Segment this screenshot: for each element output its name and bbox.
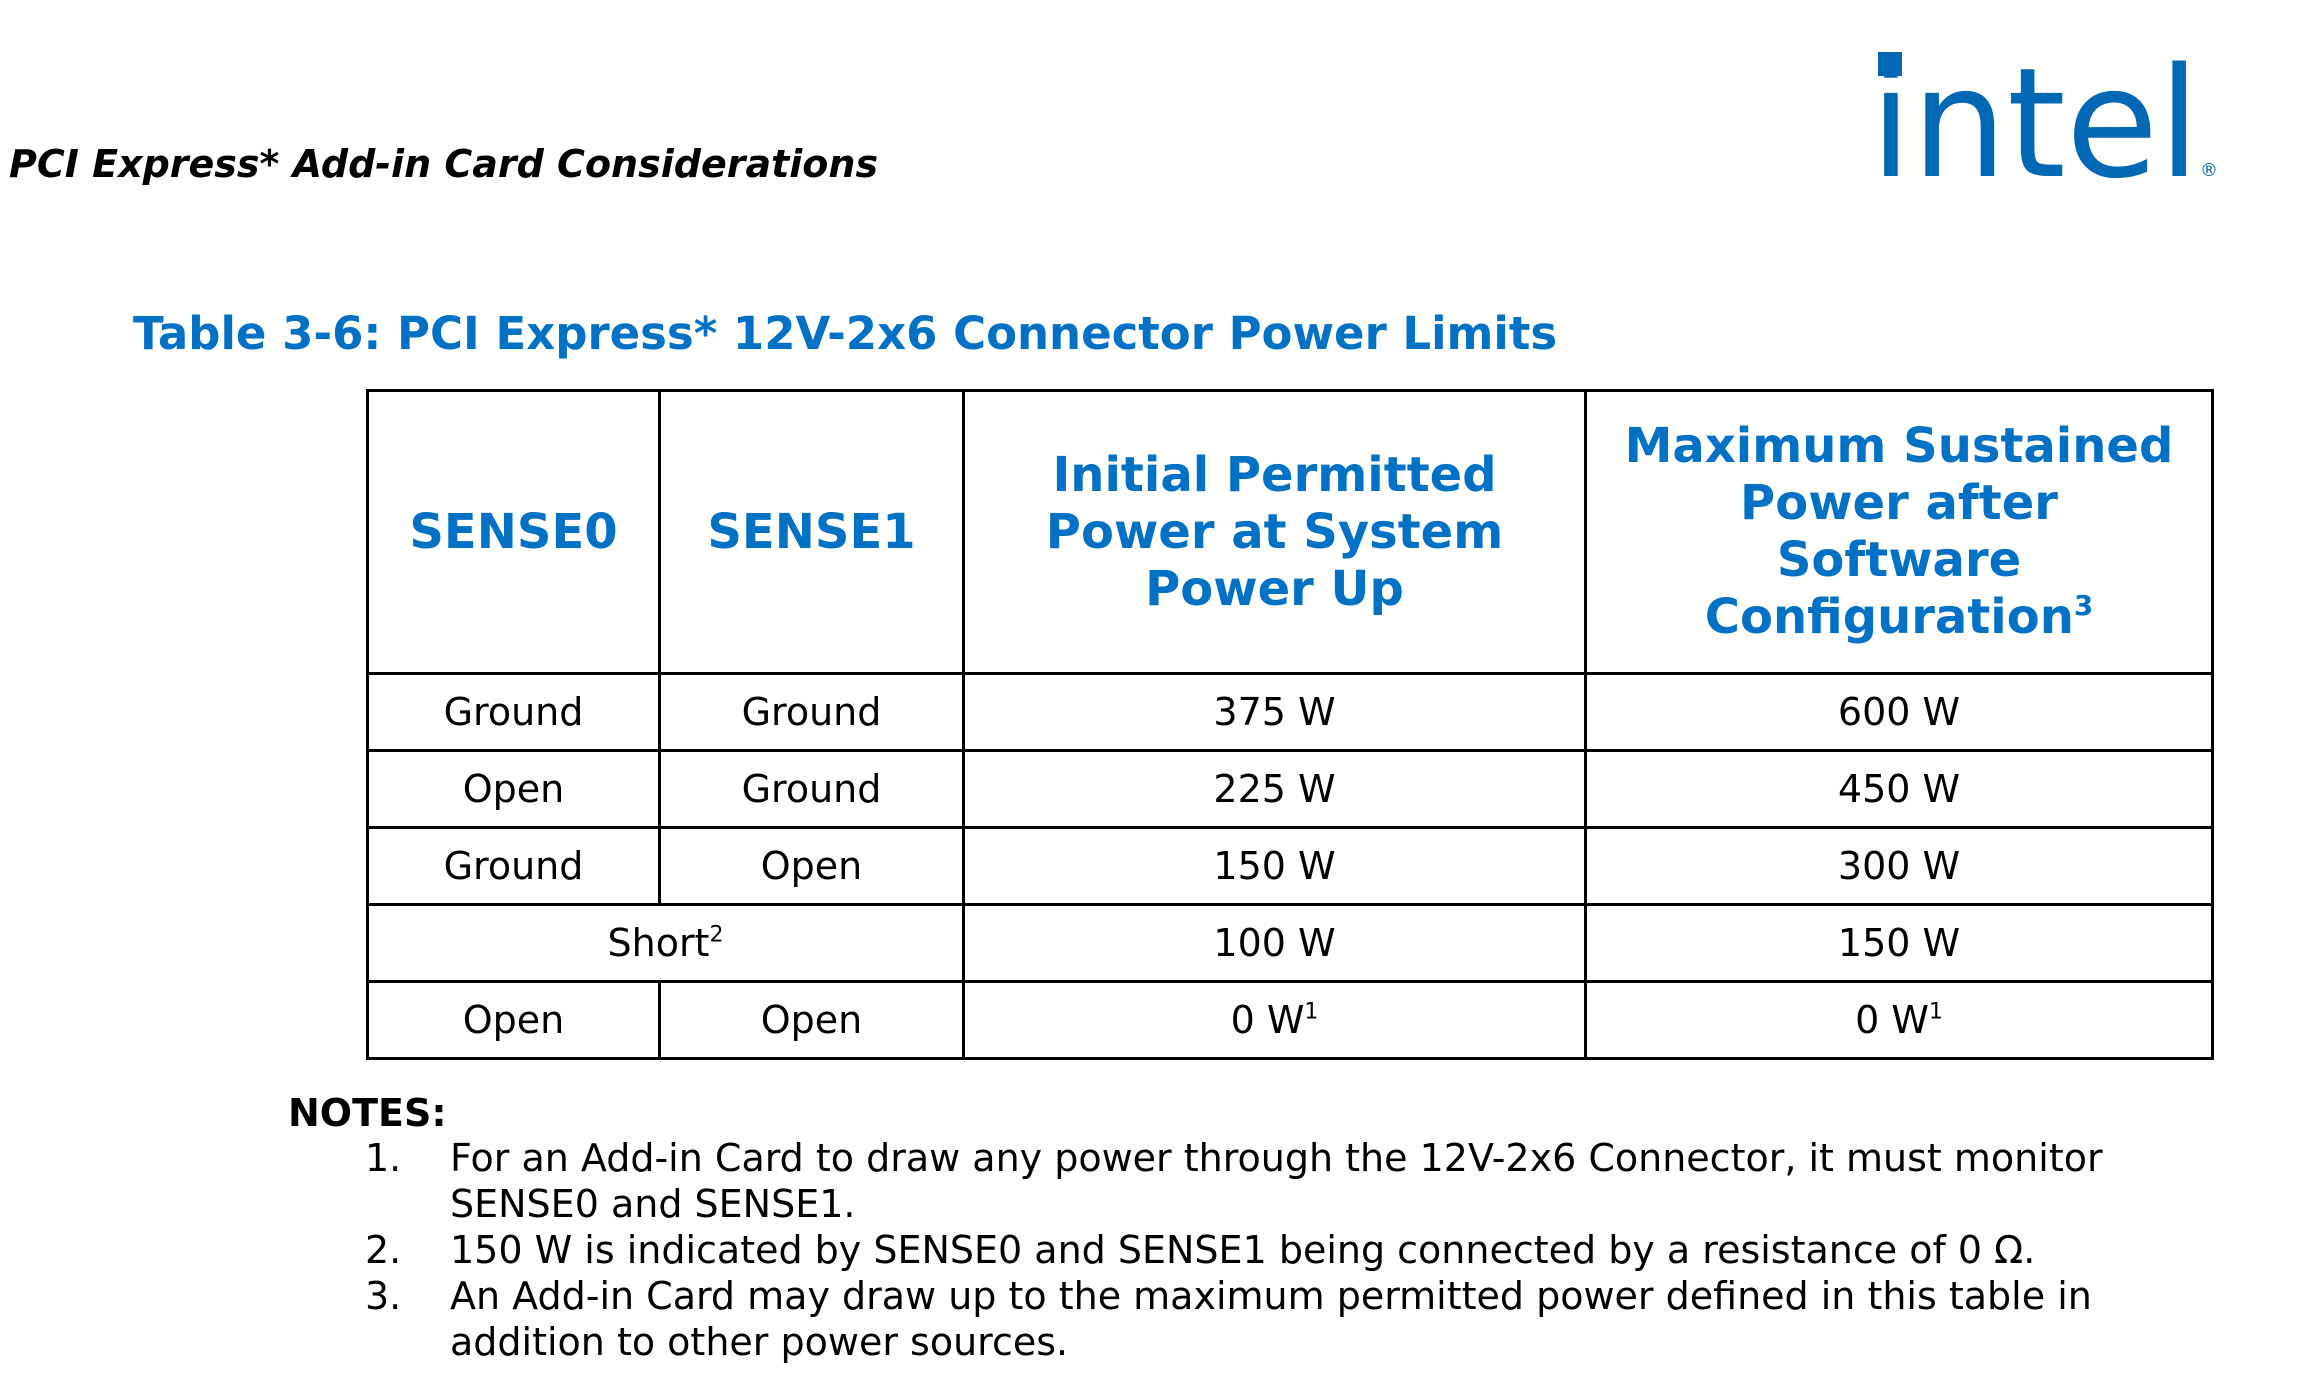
header-row [368,391,2213,674]
cell-sense1: Ground [660,674,964,751]
note-text: An Add-in Card may draw up to the maximum permitted power defined in this table in addition to other power sources. [450,1274,2092,1364]
table-row [368,674,2213,751]
cell-maximum-value: 600 W [1837,690,1961,734]
cell-maximum-value: 0 W [1855,998,1929,1042]
cell-sense0: Ground [368,828,660,905]
cell-sense0: Ground [368,674,660,751]
cell-maximum-value: 300 W [1837,844,1961,888]
note-item [365,1227,2215,1273]
cell-maximum-value: 150 W [1837,921,1961,965]
cell-sense1: Open [660,982,964,1059]
cell-maximum-footnote: 1 [1928,999,1943,1025]
table-title: Table 3-6: PCI Express* 12V-2x6 Connector Power Limits [133,307,1558,360]
cell-initial-value: 100 W [1213,921,1336,965]
header-maximum-power [1586,391,2213,674]
header-sense1: SENSE1 [660,391,964,674]
note-item [365,1135,2215,1227]
note-number: 2. [365,1228,402,1272]
cell-sense1: Ground [660,751,964,828]
cell-sense0: Open [368,982,660,1059]
cell-initial-footnote: 1 [1304,999,1319,1025]
table-row [368,751,2213,828]
cell-initial-power [964,905,1586,982]
power-limits-table [366,389,2214,1060]
cell-maximum-power [1586,751,2213,828]
table-row [368,982,2213,1059]
intel-logo-wordmark: intel [1870,38,2200,188]
header-maximum-footnote: 3 [2073,588,2094,622]
cell-sense1: Open [660,828,964,905]
table-row [368,828,2213,905]
cell-maximum-value: 450 W [1837,767,1961,811]
header-sense0: SENSE0 [368,391,660,674]
cell-initial-value: 150 W [1213,844,1336,888]
note-text: For an Add-in Card to draw any power through the 12V-2x6 Connector, it must monitor SENSE0 and SENSE1. [450,1136,2103,1226]
cell-initial-power [964,674,1586,751]
note-item [365,1273,2215,1365]
intel-registered-mark: ® [2200,160,2218,181]
note-number: 1. [365,1136,402,1180]
notes-label: NOTES: [288,1091,447,1135]
cell-maximum-power [1586,982,2213,1059]
header-maximum-power-text: Maximum Sustained Power after Software Configuration [1624,418,2174,645]
cell-sense-merged [368,905,964,982]
notes-list [365,1135,2215,1365]
cell-maximum-power [1586,674,2213,751]
cell-initial-value: 0 W [1230,998,1305,1042]
header-initial-power [964,391,1586,674]
cell-sense0: Open [368,751,660,828]
cell-merged-footnote: 2 [709,922,724,948]
note-text: 150 W is indicated by SENSE0 and SENSE1 being connected by a resistance of 0 Ω. [450,1228,2036,1272]
cell-initial-power [964,982,1586,1059]
intel-logo [1870,38,2220,188]
cell-initial-value: 375 W [1213,690,1336,734]
header-initial-power-text: Initial Permitted Power at System Power Up [1045,446,1504,617]
cell-maximum-power [1586,828,2213,905]
running-header-title: PCI Express* Add-in Card Considerations [9,142,879,186]
table-row [368,905,2213,982]
cell-maximum-power [1586,905,2213,982]
cell-merged-value: Short [607,921,710,965]
note-number: 3. [365,1274,402,1318]
cell-initial-value: 225 W [1213,767,1336,811]
cell-initial-power [964,828,1586,905]
cell-initial-power [964,751,1586,828]
